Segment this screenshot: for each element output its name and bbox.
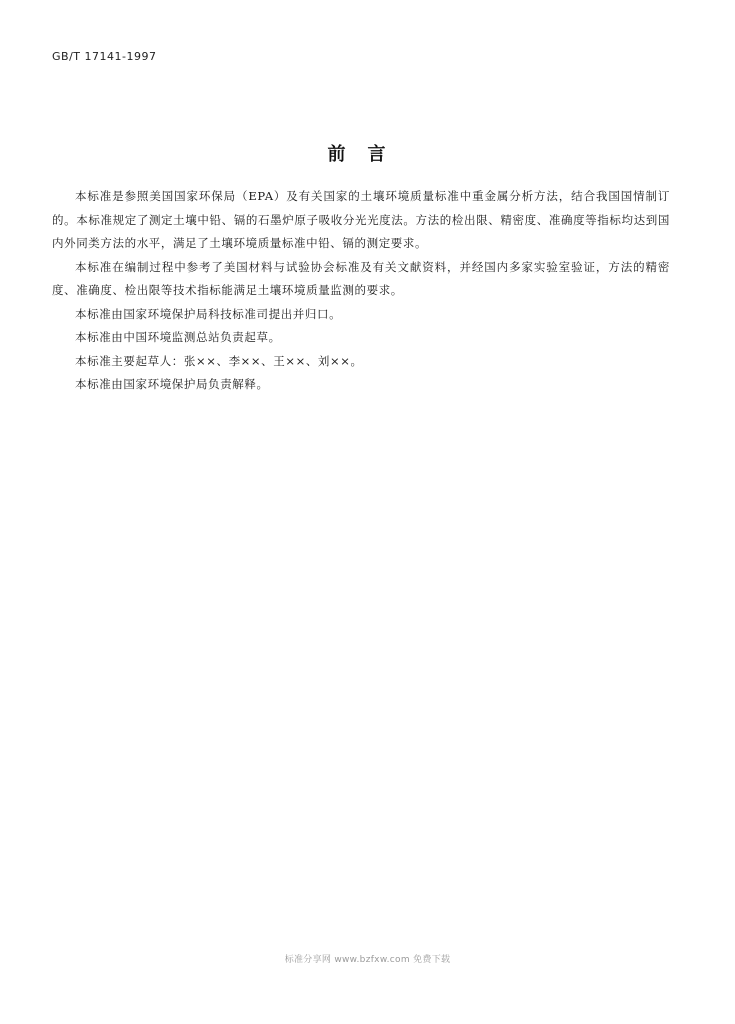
paragraph-3: 本标准由国家环境保护局科技标准司提出并归口。 — [75, 306, 342, 321]
paragraph-5: 本标准主要起草人：张××、李××、王××、刘××。 — [75, 353, 363, 368]
paragraph-1: 本标准是参照美国国家环保局（EPA）及有关国家的土壤环境质量标准中重金属分析方法，结合我国国情制订的。本标准规定了测定土壤中铅、镉的石墨炉原子吸收分光光度法。方法的检出限、精密度、准确度等指标均达到国内外同类方法的水平，满足了土壤环境质量标准中铅、镉的测定要求。 — [52, 189, 670, 250]
paragraph-4: 本标准由中国环境监测总站负责起草。 — [75, 330, 281, 344]
standard-code: GB/T 17141-1997 — [52, 50, 157, 63]
page-title: 前言 — [327, 144, 408, 165]
paragraph-6: 本标准由国家环境保护局负责解释。 — [75, 377, 269, 391]
watermark-footer: 标准分享网 www.bzfxw.com 免费下载 — [284, 955, 451, 965]
document-body — [52, 185, 670, 397]
paragraph-2: 本标准在编制过程中参考了美国材料与试验协会标准及有关文献资料，并经国内多家实验室验证，方法的精密度、准确度、检出限等技术指标能满足土壤环境质量监测的要求。 — [52, 259, 670, 297]
